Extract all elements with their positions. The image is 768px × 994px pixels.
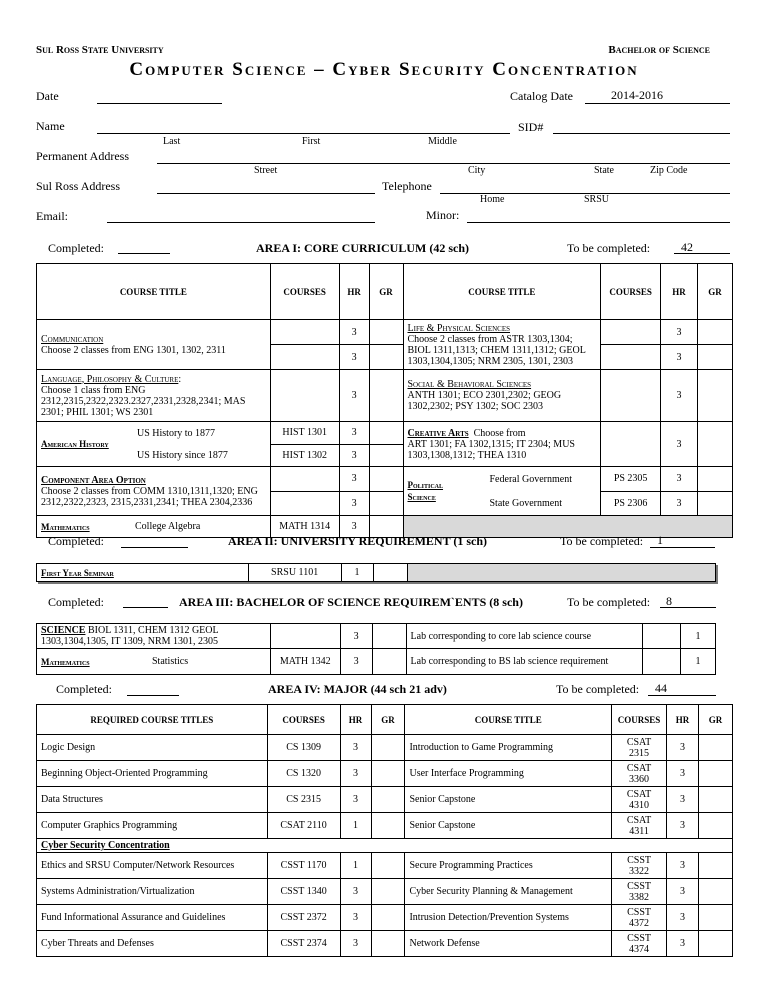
area4-title: AREA IV: MAJOR (44 sch 21 adv) (268, 682, 447, 696)
hr-value: 1 (340, 853, 371, 879)
header-course-title-right: COURSE TITLE (403, 264, 601, 320)
area2-completed-field[interactable] (121, 547, 188, 548)
university-requirement-table (36, 563, 716, 582)
hr-value: 3 (340, 735, 371, 761)
header-gr-right: GR (699, 705, 733, 735)
grade-input[interactable] (372, 649, 406, 675)
course-input[interactable] (270, 624, 340, 649)
communication-title: Communication (41, 333, 104, 345)
grade-input[interactable] (371, 761, 405, 787)
grade-input[interactable] (371, 787, 405, 813)
hr-value: 1 (681, 624, 716, 649)
header-courses-right: COURSES (612, 705, 667, 735)
language-cell: Language, Philosophy & Culture: Choose 1 class from ENG 2312,2315,2322,2323.2327,2331,2328,2341; MAS 2301; PHIL 1301; WS 2301 (37, 370, 271, 422)
header-hr: HR (340, 705, 371, 735)
lab-core: Lab corresponding to core lab science course (406, 624, 643, 649)
header-hr-right: HR (667, 705, 699, 735)
creative-arts-title: Creative Arts (407, 427, 469, 439)
grade-input[interactable] (369, 467, 403, 492)
communication-cell (37, 320, 271, 370)
degree-name: Bachelor of Science (608, 44, 710, 56)
hr-value: 3 (339, 370, 369, 422)
date-label: Date (36, 89, 59, 103)
course-code: CSST 3322 (612, 853, 667, 879)
course-title: Secure Programming Practices (405, 853, 612, 879)
grade-input[interactable] (698, 345, 733, 370)
course-title: Senior Capstone (405, 787, 612, 813)
area3-to-complete-value: 8 (666, 594, 672, 608)
sid-field[interactable] (553, 133, 730, 134)
course-code: CSST 1170 (267, 853, 340, 879)
math-1314: MATH 1314 (270, 516, 339, 538)
science-title: SCIENCE (41, 625, 86, 636)
hr-value: 1 (681, 649, 716, 675)
hr-value: 3 (339, 345, 369, 370)
last-label: Last (163, 136, 181, 147)
american-history-title: American History (41, 439, 109, 449)
catalog-date-value: 2014-2016 (611, 88, 663, 102)
course-input[interactable] (270, 370, 339, 422)
course-input[interactable] (601, 345, 661, 370)
grade-input[interactable] (698, 320, 733, 345)
hr-value: 3 (667, 813, 699, 839)
hr-value: 3 (339, 422, 369, 445)
area3-to-complete-label: To be completed: (567, 595, 651, 609)
course-title: User Interface Programming (405, 761, 612, 787)
lab-bs: Lab corresponding to BS lab science requirement (406, 649, 643, 675)
area2-completed-label: Completed: (48, 534, 104, 548)
grade-input[interactable] (699, 761, 733, 787)
course-code: CSST 4372 (612, 905, 667, 931)
grade-input[interactable] (643, 624, 681, 649)
course-title: Senior Capstone (405, 813, 612, 839)
city-label: City (468, 165, 486, 176)
area1-to-complete-label: To be completed: (567, 241, 651, 255)
grade-input[interactable] (371, 879, 405, 905)
hr-value: 3 (339, 516, 369, 538)
srsu-label: SRSU (584, 194, 610, 205)
catalog-date-line (585, 103, 730, 104)
course-code: CS 1320 (267, 761, 340, 787)
hr-value: 3 (340, 931, 371, 957)
component-area-title: Component Area Option (41, 474, 146, 486)
header-course-title: COURSE TITLE (405, 705, 612, 735)
course-input[interactable] (601, 370, 661, 422)
grade-input[interactable] (371, 853, 405, 879)
grade-input[interactable] (698, 467, 733, 492)
creative-arts-choose: Choose from (473, 427, 526, 439)
grade-input[interactable] (371, 931, 405, 957)
hr-value: 3 (340, 905, 371, 931)
table-row (37, 761, 733, 787)
life-sciences-cell (403, 320, 601, 370)
permanent-address-label: Permanent Address (36, 149, 129, 163)
course-code: CS 2315 (267, 787, 340, 813)
hr-value: 3 (340, 787, 371, 813)
hr-value: 3 (661, 422, 698, 467)
component-area-desc: Choose 2 classes from COMM 1310,1311,1320; ENG 2312,2322,2323, 2315,2331,2341; THEA 2304,2336 (41, 485, 258, 508)
hr-value: 3 (667, 931, 699, 957)
area3-completed-field[interactable] (123, 607, 168, 608)
ps-2305: PS 2305 (601, 467, 661, 492)
social-sciences-desc: ANTH 1301; ECO 2301,2302; GEOG 1302,2302; PSY 1302; SOC 2303 (407, 390, 562, 412)
course-code: CSAT 2315 (612, 735, 667, 761)
name-label: Name (36, 119, 65, 133)
header-courses: COURSES (267, 705, 340, 735)
minor-field[interactable] (467, 222, 730, 223)
college-algebra: College Algebra (135, 521, 201, 532)
grade-input[interactable] (369, 370, 403, 422)
course-code: CSST 1340 (267, 879, 340, 905)
hr-value: 3 (339, 320, 369, 345)
creative-arts-desc: ART 1301; FA 1302,1315; IT 2304; MUS 1303,1308,1312; THEA 1310 (407, 438, 575, 461)
social-sciences-cell (403, 370, 601, 422)
first-label: First (302, 136, 321, 147)
hr-value: 3 (339, 467, 369, 492)
university-name: Sul Ross State University (36, 44, 164, 56)
bs-requirements-table (36, 623, 716, 675)
zip-code-label: Zip Code (650, 165, 688, 176)
header-hr-right: HR (661, 264, 698, 320)
course-code: CSST 2372 (267, 905, 340, 931)
hr-value: 3 (667, 853, 699, 879)
grade-input[interactable] (371, 735, 405, 761)
course-input[interactable] (270, 491, 339, 516)
street-label: Street (254, 165, 278, 176)
grade-input[interactable] (369, 444, 403, 467)
grade-input[interactable] (698, 422, 733, 467)
area4-completed-label: Completed: (56, 682, 112, 696)
grade-input[interactable] (643, 649, 681, 675)
area2-to-complete-value: 1 (657, 533, 663, 547)
header-courses-right: COURSES (601, 264, 661, 320)
hr-value: 3 (667, 905, 699, 931)
grade-input[interactable] (698, 491, 733, 516)
mathematics-title: Mathematics (41, 656, 90, 667)
minor-label: Minor: (426, 208, 460, 222)
state-government: State Government (489, 497, 562, 509)
hr-value: 3 (339, 444, 369, 467)
course-title: Systems Administration/Virtualization (37, 879, 268, 905)
grade-input[interactable] (698, 370, 733, 422)
grade-input[interactable] (699, 813, 733, 839)
concentration-label: Cyber Security Concentration (37, 839, 733, 853)
hr-value: 3 (661, 345, 698, 370)
hr-value: 1 (341, 564, 373, 582)
area2-to-complete-label: To be completed: (560, 534, 644, 548)
american-history-cell (37, 422, 271, 467)
course-code: CSST 4374 (612, 931, 667, 957)
course-title: Network Defense (405, 931, 612, 957)
major-table (36, 704, 733, 957)
course-input[interactable] (601, 320, 661, 345)
course-code: CSAT 4311 (612, 813, 667, 839)
table-row (37, 813, 733, 839)
grade-input[interactable] (371, 813, 405, 839)
sul-ross-address-label: Sul Ross Address (36, 179, 121, 193)
math-1342: MATH 1342 (270, 649, 340, 675)
header-gr-right: GR (698, 264, 733, 320)
table-row (37, 879, 733, 905)
grade-input[interactable] (369, 345, 403, 370)
grade-input[interactable] (699, 787, 733, 813)
course-code: CS 1309 (267, 735, 340, 761)
grade-input[interactable] (699, 735, 733, 761)
science-desc: BIOL 1311, CHEM 1312 GEOL 1303,1304,1305, IT 1309, NRM 1301, 2305 (41, 625, 219, 647)
course-input[interactable] (601, 422, 661, 467)
communication-desc: Choose 2 classes from ENG 1301, 1302, 2311 (41, 344, 226, 356)
email-label: Email: (36, 209, 68, 223)
area3-to-complete-line (660, 607, 716, 608)
page-title: Computer Science – Cyber Security Concentration (129, 59, 639, 80)
hr-value: 3 (340, 649, 372, 675)
creative-arts-cell (403, 422, 601, 467)
table-row (37, 853, 733, 879)
us-history-to-1877: US History to 1877 (137, 427, 216, 439)
grade-input[interactable] (369, 491, 403, 516)
header-courses: COURSES (270, 264, 339, 320)
table-row (37, 735, 733, 761)
course-code: CSST 2374 (267, 931, 340, 957)
header-course-title: COURSE TITLE (37, 264, 271, 320)
email-field[interactable] (107, 222, 375, 223)
course-code: CSAT 4310 (612, 787, 667, 813)
hr-value: 3 (339, 491, 369, 516)
us-history-since-1877: US History since 1877 (137, 449, 228, 461)
grade-input[interactable] (372, 624, 406, 649)
area4-to-complete-line (648, 695, 716, 696)
hr-value: 3 (340, 624, 372, 649)
first-year-seminar: First Year Seminar (37, 564, 249, 582)
course-title: Data Structures (37, 787, 268, 813)
political-science-cell (403, 467, 601, 516)
language-title: Language, Philosophy & Culture (41, 373, 179, 385)
telephone-label: Telephone (382, 179, 432, 193)
header-gr: GR (369, 264, 403, 320)
area1-completed-label: Completed: (48, 241, 104, 255)
ps-2306: PS 2306 (601, 491, 661, 516)
middle-label: Middle (428, 136, 457, 147)
table-row (37, 905, 733, 931)
srsu-1101: SRSU 1101 (248, 564, 341, 582)
area4-completed-field[interactable] (127, 695, 179, 696)
date-field[interactable] (97, 103, 222, 104)
gray-filler (408, 564, 716, 582)
header-hr: HR (339, 264, 369, 320)
mathematics-title: Mathematics (41, 521, 90, 532)
area3-title: AREA III: BACHELOR OF SCIENCE REQUIREM`ENTS (8 sch) (179, 595, 523, 609)
course-title: Cyber Threats and Defenses (37, 931, 268, 957)
course-title: Introduction to Game Programming (405, 735, 612, 761)
science-cell (37, 624, 271, 649)
social-sciences-title: Social & Behavioral Sciences (407, 379, 532, 390)
sul-ross-address-field[interactable] (157, 193, 375, 194)
course-title: Beginning Object-Oriented Programming (37, 761, 268, 787)
area2-title: AREA II: UNIVERSITY REQUIREMENT (1 sch) (228, 534, 488, 548)
grade-input[interactable] (369, 320, 403, 345)
hr-value: 3 (667, 879, 699, 905)
name-field[interactable] (97, 133, 510, 134)
grade-input[interactable] (699, 905, 733, 931)
area4-to-complete-label: To be completed: (556, 682, 640, 696)
hr-value: 3 (340, 879, 371, 905)
catalog-date-label: Catalog Date (510, 89, 573, 103)
language-desc: Choose 1 class from ENG 2312,2315,2322,2323.2327,2331,2328,2341; MAS 2301; PHIL 1301; WS 2301 (41, 384, 246, 418)
hist-1302: HIST 1302 (270, 444, 339, 467)
area3-completed-label: Completed: (48, 595, 104, 609)
grade-input[interactable] (371, 905, 405, 931)
course-input[interactable] (270, 320, 339, 345)
sid-label: SID# (518, 120, 544, 134)
course-title: Logic Design (37, 735, 268, 761)
life-sciences-desc: Choose 2 classes from ASTR 1303,1304; BIOL 1311,1313; CHEM 1311,1312; GEOL 1303,1304,1305; NRM 2305, 1301, 2303 (407, 333, 586, 367)
hr-value: 3 (667, 735, 699, 761)
grade-input[interactable] (369, 422, 403, 445)
hr-value: 3 (667, 761, 699, 787)
state-label: State (594, 165, 614, 176)
component-area-cell (37, 467, 271, 516)
science-title: Science (407, 492, 436, 502)
grade-input[interactable] (699, 879, 733, 905)
course-code: CSAT 2110 (267, 813, 340, 839)
course-input[interactable] (270, 345, 339, 370)
hr-value: 3 (661, 491, 698, 516)
course-title: Ethics and SRSU Computer/Network Resources (37, 853, 268, 879)
table-row (37, 787, 733, 813)
hr-value: 3 (661, 370, 698, 422)
area1-to-complete-line (674, 253, 730, 254)
hr-value: 3 (661, 467, 698, 492)
area1-to-complete-value: 42 (681, 240, 693, 254)
course-title: Cyber Security Planning & Management (405, 879, 612, 905)
hr-value: 3 (667, 787, 699, 813)
grade-input[interactable] (373, 564, 408, 582)
political-title: Political (407, 480, 444, 490)
permanent-address-field[interactable] (157, 163, 730, 164)
hr-value: 3 (661, 320, 698, 345)
grade-input[interactable] (699, 931, 733, 957)
area2-to-complete-line (650, 547, 715, 548)
course-code: CSST 3382 (612, 879, 667, 905)
course-input[interactable] (270, 467, 339, 492)
header-required-titles: REQUIRED COURSE TITLES (37, 705, 268, 735)
home-label: Home (480, 194, 505, 205)
area1-title: AREA I: CORE CURRICULUM (42 sch) (256, 241, 469, 255)
core-curriculum-table (36, 263, 733, 538)
course-title: Computer Graphics Programming (37, 813, 268, 839)
federal-government: Federal Government (489, 473, 572, 485)
table-row (37, 931, 733, 957)
header-gr: GR (371, 705, 405, 735)
life-sciences-title: Life & Physical Sciences (407, 322, 511, 334)
grade-input[interactable] (699, 853, 733, 879)
hr-value: 3 (340, 761, 371, 787)
area1-completed-field[interactable] (118, 253, 170, 254)
hist-1301: HIST 1301 (270, 422, 339, 445)
course-code: CSAT 3360 (612, 761, 667, 787)
area4-to-complete-value: 44 (655, 681, 667, 695)
hr-value: 1 (340, 813, 371, 839)
statistics: Statistics (152, 656, 189, 667)
statistics-cell (37, 649, 271, 675)
course-title: Intrusion Detection/Prevention Systems (405, 905, 612, 931)
course-title: Fund Informational Assurance and Guidelines (37, 905, 268, 931)
